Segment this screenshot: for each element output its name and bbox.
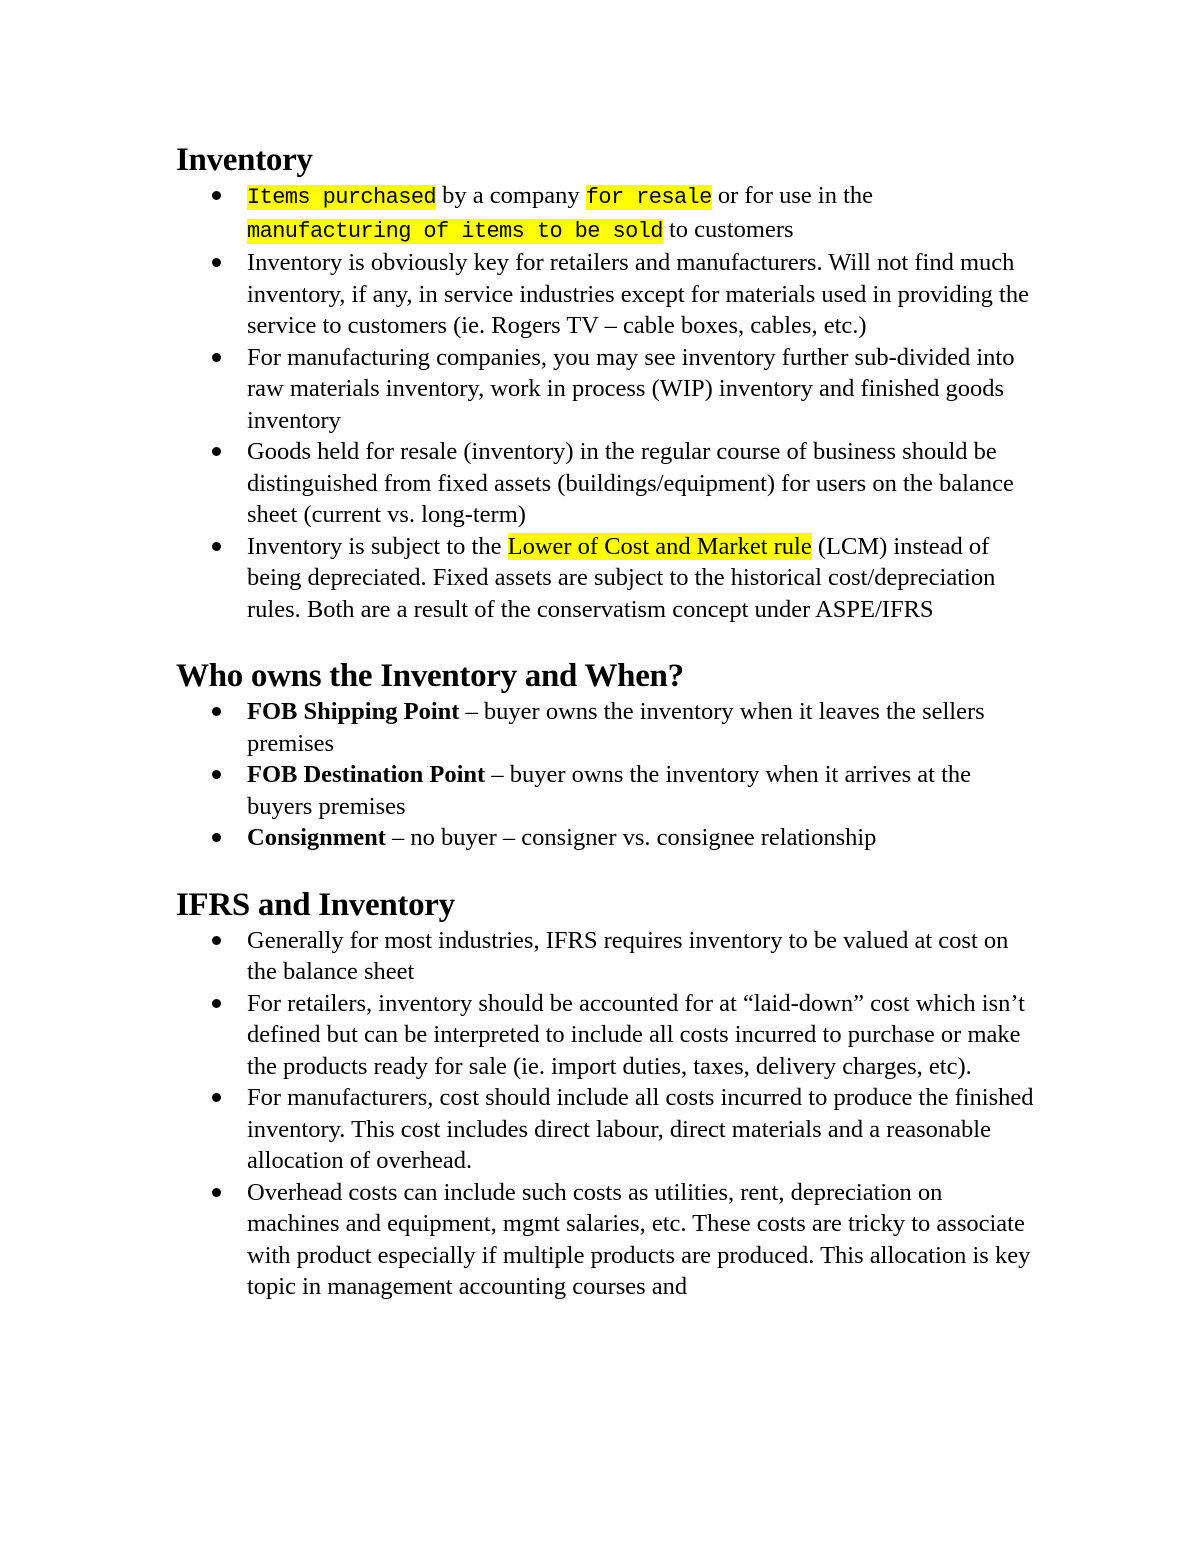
bullet-icon bbox=[212, 770, 221, 779]
list-item-text: – buyer owns the inventory when it leaves the sellers premises bbox=[247, 698, 985, 757]
list-item-text: For manufacturing companies, you may see inventory further sub-divided into raw materials inventory, work in process (WIP) inventory and finished goods inventory bbox=[247, 343, 1015, 434]
section-spacer bbox=[176, 854, 1036, 885]
highlighted-text: for resale bbox=[585, 185, 712, 210]
list-item-text: For manufacturers, cost should include all costs incurred to produce the finished inventory. This cost includes direct labour, direct materials and a reasonable allocation of overhead. bbox=[247, 1084, 1034, 1174]
bullet-icon bbox=[212, 999, 221, 1008]
bullet-icon bbox=[212, 707, 221, 716]
list-item-text: Overhead costs can include such costs as utilities, rent, depreciation on machines and equipment, mgmt salaries, etc. These costs are tricky to associate with product especially if multiple products are produced. This allocation is key topic in management accounting courses and bbox=[247, 1178, 1031, 1300]
bullet-icon bbox=[212, 936, 221, 945]
bullet-icon bbox=[212, 1093, 221, 1102]
bullet-icon bbox=[212, 353, 221, 362]
list-item-text: For retailers, inventory should be accounted for at “laid-down” cost which isn’t defined but can be interpreted to include all costs incurred to purchase or make the products ready for sale (ie. import duties, taxes, delivery charges, etc). bbox=[247, 989, 1025, 1080]
list-item-text: Goods held for resale (inventory) in the regular course of business should be distinguished from fixed assets (buildings/equipment) for users on the balance sheet (current vs. long-term) bbox=[247, 438, 1014, 528]
term-label: FOB Shipping Point bbox=[247, 698, 460, 725]
section-heading-ifrs: IFRS and Inventory bbox=[176, 886, 455, 923]
document-page bbox=[176, 140, 1036, 1303]
list-item bbox=[176, 822, 1036, 854]
bullet-icon bbox=[212, 258, 221, 267]
section-spacer bbox=[176, 625, 1036, 656]
ownership-bullet-list bbox=[176, 696, 1036, 854]
section-heading-ownership: Who owns the Inventory and When? bbox=[176, 658, 684, 694]
list-item-text: Generally for most industries, IFRS requires inventory to be valued at cost on the balance sheet bbox=[247, 926, 1009, 985]
list-item bbox=[176, 180, 1036, 247]
list-item bbox=[176, 1177, 1036, 1303]
bullet-icon bbox=[212, 191, 221, 200]
list-item bbox=[176, 342, 1036, 437]
highlighted-text: Lower of Cost and Market rule bbox=[507, 532, 812, 560]
list-item bbox=[176, 988, 1036, 1083]
term-label: FOB Destination Point bbox=[247, 761, 486, 788]
list-item-text: Inventory is obviously key for retailers and manufacturers. Will not find much inventory, if any, in service industries except for materials used in providing the service to customers (ie. Rogers TV – cable boxes, cables, etc.) bbox=[247, 249, 1029, 339]
list-item-text: – no buyer – consigner vs. consignee relationship bbox=[385, 824, 877, 851]
bullet-icon bbox=[212, 447, 221, 456]
list-item bbox=[176, 531, 1036, 626]
list-item bbox=[176, 436, 1036, 531]
list-item-text: or for use in the bbox=[711, 182, 874, 209]
list-item-text: by a company bbox=[436, 182, 586, 209]
list-item bbox=[176, 1082, 1036, 1177]
bullet-icon bbox=[212, 833, 221, 842]
bullet-icon bbox=[212, 1188, 221, 1197]
list-item-text: – buyer owns the inventory when it arrives at the buyers premises bbox=[247, 761, 972, 820]
list-item-text: (LCM) instead of being depreciated. Fixed assets are subject to the historical cost/depreciation rules. Both are a result of the conservatism concept under ASPE/IFRS bbox=[247, 532, 996, 623]
list-item bbox=[176, 247, 1036, 342]
inventory-bullet-list bbox=[176, 180, 1036, 625]
bullet-icon bbox=[212, 542, 221, 551]
list-item-text: Inventory is subject to the bbox=[247, 532, 508, 560]
ifrs-bullet-list bbox=[176, 925, 1036, 1303]
list-item bbox=[176, 696, 1036, 759]
list-item bbox=[176, 925, 1036, 988]
list-item-text: to customers bbox=[662, 215, 794, 243]
list-item bbox=[176, 759, 1036, 822]
highlighted-text: Items purchased bbox=[247, 185, 437, 210]
term-label: Consignment bbox=[247, 824, 386, 851]
highlighted-text: manufacturing of items to be sold bbox=[247, 218, 663, 244]
section-heading-inventory: Inventory bbox=[176, 142, 313, 178]
